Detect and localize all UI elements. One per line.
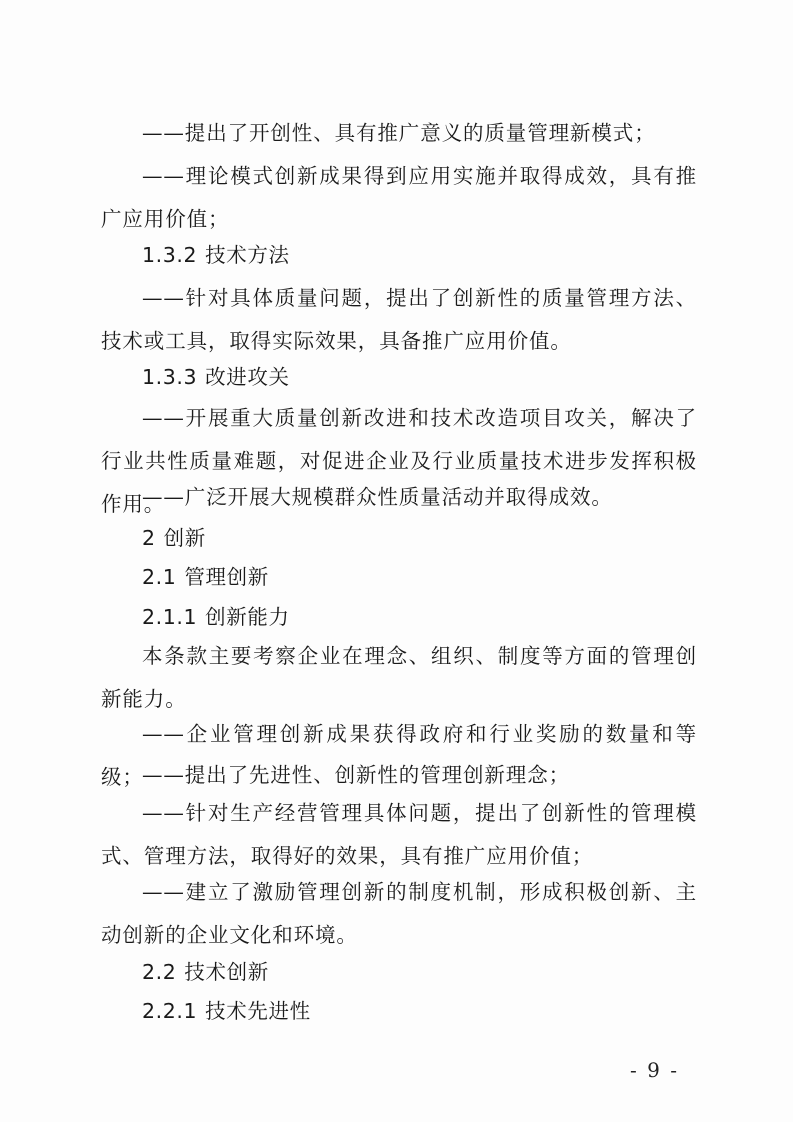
section-heading — [142, 990, 311, 1033]
paragraph: 本条款主要考察企业在理念、组织、制度等方面的管理创新能力。 — [101, 644, 697, 711]
section-number: 2.2.1 — [142, 999, 198, 1023]
section-number: 1.3.3 — [142, 365, 198, 389]
section-heading — [142, 596, 290, 639]
section-number: 2 — [142, 526, 156, 550]
section-heading — [142, 556, 269, 599]
section-heading — [142, 951, 269, 994]
paragraph: ——针对具体质量问题，提出了创新性的质量管理方法、技术或工具，取得实际效果，具备推广应用价值。 — [101, 286, 697, 353]
section-title: 技术先进性 — [205, 999, 311, 1023]
section-number: 2.1.1 — [142, 605, 198, 629]
paragraph: ——针对生产经营管理具体问题，提出了创新性的管理模式、管理方法，取得好的效果，具有推广应用价值； — [101, 801, 697, 868]
page-number: - 9 - — [630, 1058, 679, 1082]
section-heading — [142, 234, 290, 277]
paragraph: ——提出了先进性、创新性的管理创新理念； — [142, 763, 570, 787]
section-title: 改进攻关 — [205, 365, 290, 389]
section-title: 管理创新 — [184, 565, 269, 589]
section-number: 2.2 — [142, 960, 177, 984]
section-title: 创新 — [163, 526, 206, 550]
section-number: 2.1 — [142, 565, 177, 589]
paragraph: ——提出了开创性、具有推广意义的质量管理新模式； — [142, 121, 656, 145]
paragraph: ——企业管理创新成果获得政府和行业奖励的数量和等级； — [101, 722, 697, 789]
section-title: 技术方法 — [205, 243, 290, 267]
section-heading — [142, 356, 290, 399]
section-number: 1.3.2 — [142, 243, 198, 267]
paragraph: ——理论模式创新成果得到应用实施并取得成效，具有推广应用价值； — [101, 164, 697, 231]
paragraph: ——建立了激励管理创新的制度机制，形成积极创新、主动创新的企业文化和环境。 — [101, 880, 697, 947]
section-title: 创新能力 — [205, 605, 290, 629]
section-heading — [142, 517, 206, 560]
paragraph: ——广泛开展大规模群众性质量活动并取得成效。 — [142, 485, 613, 509]
paragraph: ——开展重大质量创新改进和技术改造项目攻关，解决了行业共性质量难题，对促进企业及行业质量技术进步发挥积极作用。 — [101, 406, 697, 516]
section-title: 技术创新 — [184, 960, 269, 984]
